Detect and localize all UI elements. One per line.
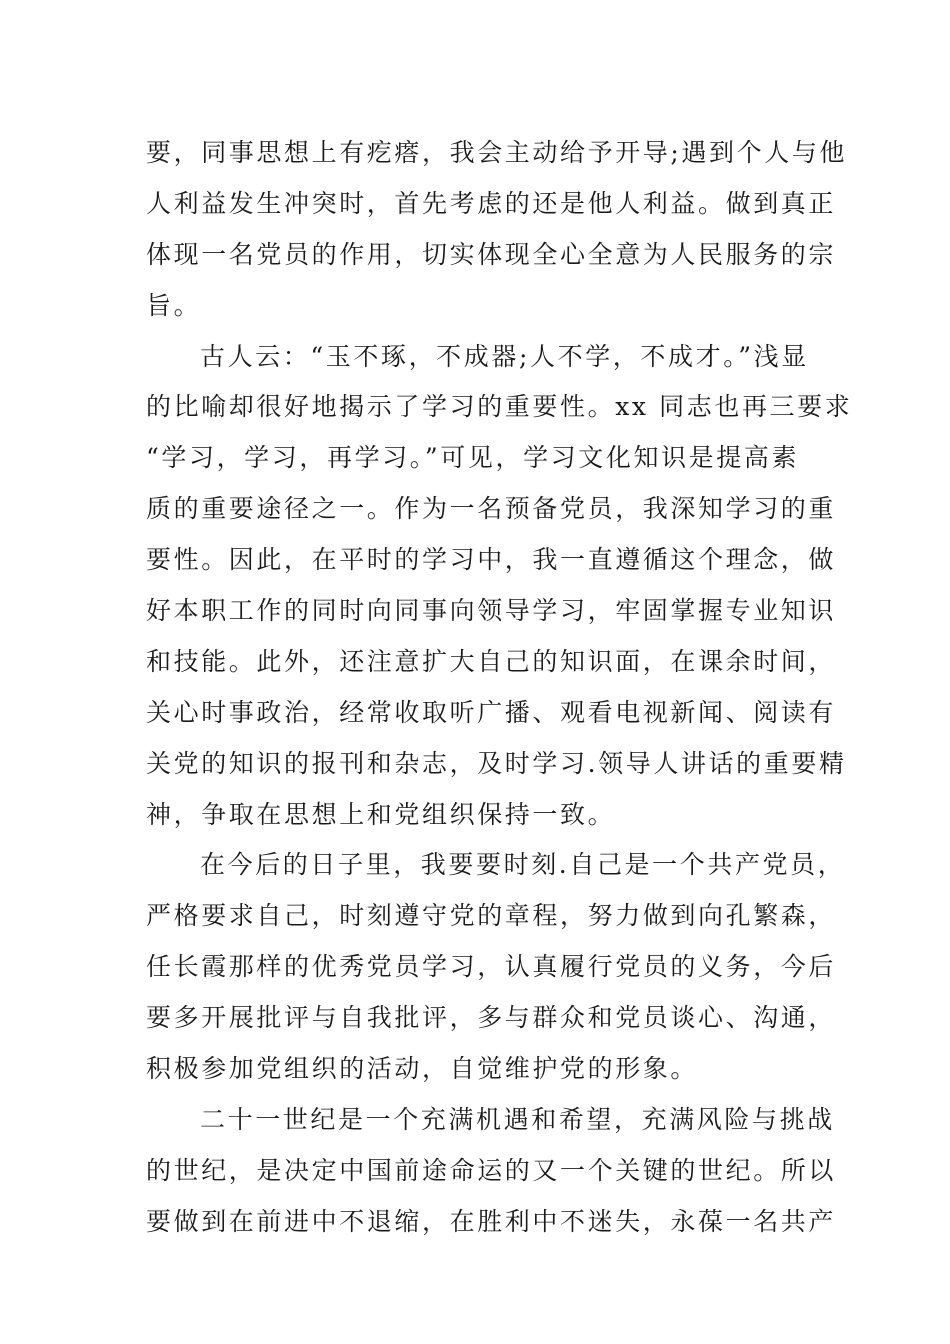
paragraph-1-line-3: 体现一名党员的作用，切实体现全心全意为人民服务的宗: [146, 239, 837, 269]
paragraph-2-line-1: 古人云：“玉不琢，不成器;人不学，不成才。”浅显: [200, 341, 809, 371]
paragraph-2-line-2: 的比喻却很好地揭示了学习的重要性。xx 同志也再三要求: [146, 392, 853, 422]
paragraph-2-line-3: “学习，学习，再学习。”可见，学习文化知识是提高素: [146, 443, 800, 473]
paragraph-1-line-4: 旨。: [146, 290, 202, 320]
paragraph-2-line-7: 和技能。此外，还注意扩大自己的知识面，在课余时间，: [146, 646, 837, 676]
paragraph-1-line-1: 要，同事思想上有疙瘩，我会主动给予开导;遇到个人与他: [146, 138, 848, 167]
paragraph-3-line-2: 严格要求自己，时刻遵守党的章程，努力做到向孔繁森，: [146, 901, 837, 931]
paragraph-4-line-3: 要做到在前进中不退缩，在胜利中不迷失，永葆一名共产: [146, 1206, 837, 1236]
paragraph-2-line-6: 好本职工作的同时向同事向领导学习，牢固掌握专业知识: [146, 596, 837, 626]
paragraph-4-line-1: 二十一世纪是一个充满机遇和希望，充满风险与挑战: [200, 1104, 835, 1134]
paragraph-3-line-5: 积极参加党组织的活动，自觉维护党的形象。: [146, 1054, 699, 1084]
paragraph-3-line-1: 在今后的日子里，我要要时刻.自己是一个共产党员，: [200, 850, 846, 880]
paragraph-2-line-10: 神，争取在思想上和党组织保持一致。: [146, 799, 616, 829]
paragraph-1-line-2: 人利益发生冲突时，首先考虑的还是他人利益。做到真正: [146, 188, 837, 218]
paragraph-2-line-4: 质的重要途径之一。作为一名预备党员，我深知学习的重: [146, 494, 837, 524]
paragraph-3-line-3: 任长霞那样的优秀党员学习，认真履行党员的义务，今后: [146, 952, 837, 982]
paragraph-3-line-4: 要多开展批评与自我批评，多与群众和党员谈心、沟通，: [146, 1003, 837, 1033]
paragraph-2-line-8: 关心时事政治，经常收取听广播、观看电视新闻、阅读有: [146, 697, 837, 727]
paragraph-4-line-2: 的世纪，是决定中国前途命运的又一个关键的世纪。所以: [146, 1155, 837, 1185]
paragraph-2-line-9: 关党的知识的报刊和杂志，及时学习.领导人讲话的重要精: [146, 748, 847, 778]
document-body: [146, 128, 853, 1248]
paragraph-2-line-5: 要性。因此，在平时的学习中，我一直遵循这个理念，做: [146, 545, 837, 575]
